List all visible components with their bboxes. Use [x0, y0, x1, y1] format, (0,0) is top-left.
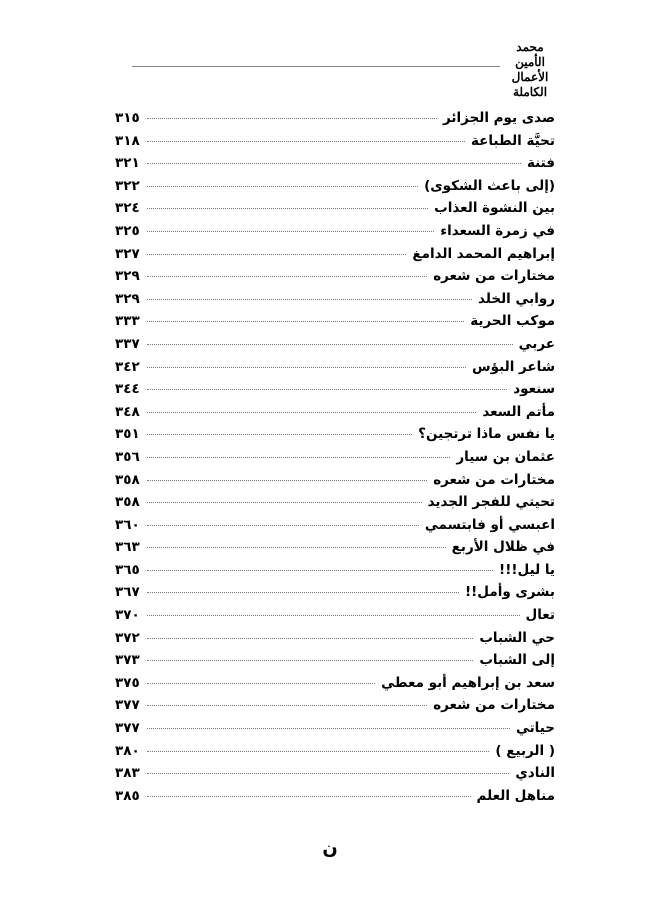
toc-entry — [115, 178, 555, 201]
toc-entry-title: مناهل العلم — [476, 787, 555, 804]
logo-collection-title: الأعمال الكاملة — [511, 70, 549, 99]
toc-entry-title: موكب الحرية — [470, 313, 555, 330]
toc-entry-page: ٣٧٥ — [115, 674, 140, 691]
toc-entry-page: ٣٨٣ — [115, 765, 140, 782]
toc-dot-leader — [147, 615, 520, 616]
toc-dot-leader — [147, 299, 472, 300]
toc-dot-leader — [147, 773, 509, 774]
toc-entry-title: ( الربيع ) — [495, 742, 555, 759]
toc-dot-leader — [147, 344, 513, 345]
toc-entry-page: ٣٧٢ — [115, 629, 140, 646]
toc-entry — [115, 517, 555, 540]
toc-entry-page: ٣٣٣ — [115, 313, 140, 330]
toc-entry-page: ٣١٥ — [115, 110, 140, 126]
toc-entry — [115, 584, 555, 607]
toc-entry-page: ٣٦٧ — [115, 584, 140, 601]
toc-entry-title: تحيَّة الطباعة — [470, 132, 555, 149]
toc-entry-title: يا نفس ماذا ترتجين؟ — [418, 426, 555, 443]
toc-dot-leader — [147, 186, 418, 187]
toc-entry — [115, 133, 555, 156]
toc-entry-page: ٣٧٧ — [115, 720, 140, 737]
toc-entry — [115, 562, 555, 585]
toc-entry — [115, 110, 555, 133]
toc-entry-page: ٣٢٧ — [115, 245, 140, 262]
toc-entry-title: صدى يوم الجزائر — [443, 110, 555, 126]
toc-entry — [115, 404, 555, 427]
toc-entry-title: مختارات من شعره — [433, 471, 555, 488]
toc-entry — [115, 223, 555, 246]
toc-entry-page: ٣٥١ — [115, 426, 140, 443]
toc-dot-leader — [147, 592, 459, 593]
toc-dot-leader — [147, 525, 419, 526]
toc-entry — [115, 472, 555, 495]
toc-entry — [115, 675, 555, 698]
page-number: ن — [322, 838, 338, 859]
toc-entry-title: إبراهيم المحمد الدامغ — [412, 245, 555, 262]
toc-entry-title: عربي — [518, 335, 555, 352]
toc-entry-title: حي الشباب — [479, 629, 555, 646]
toc-dot-leader — [147, 118, 437, 119]
toc-entry-page: ٣٨٥ — [115, 787, 140, 804]
toc-dot-leader — [147, 231, 434, 232]
toc-dot-leader — [147, 480, 427, 481]
logo-author-name: محمد الأمين — [515, 40, 545, 69]
toc-entry — [115, 200, 555, 223]
toc-dot-leader — [147, 751, 489, 752]
toc-entry-page: ٣٥٨ — [115, 471, 140, 488]
toc-entry — [115, 155, 555, 178]
toc-entry-page: ٣٣٧ — [115, 335, 140, 352]
toc-entry-page: ٣٢١ — [115, 155, 140, 172]
toc-entry — [115, 720, 555, 743]
toc-entry-title: مأتم السعد — [482, 403, 555, 420]
toc-entry — [115, 539, 555, 562]
toc-entry-page: ٣٧٠ — [115, 607, 140, 624]
toc-entry-title: النادي — [515, 765, 555, 782]
toc-entry-title: في زمرة السعداء — [440, 222, 555, 239]
toc-entry — [115, 291, 555, 314]
toc-entry-title: بين النشوة العذاب — [434, 200, 555, 217]
toc-entry-page: ٣٢٩ — [115, 268, 140, 285]
toc-entry — [115, 788, 555, 811]
toc-entry — [115, 359, 555, 382]
toc-dot-leader — [147, 163, 521, 164]
toc-dot-leader — [147, 208, 428, 209]
toc-dot-leader — [147, 638, 473, 639]
toc-dot-leader — [147, 367, 466, 368]
toc-entry — [115, 652, 555, 675]
toc-entry — [115, 336, 555, 359]
toc-dot-leader — [147, 502, 422, 503]
toc-dot-leader — [147, 660, 473, 661]
toc-entry — [115, 697, 555, 720]
toc-entry — [115, 765, 555, 788]
toc-entry — [115, 743, 555, 766]
toc-entry-page: ٣٥٨ — [115, 494, 140, 511]
toc-entry-page: ٣٢٩ — [115, 290, 140, 307]
toc-entry-title: يا ليل!!! — [499, 561, 555, 578]
toc-dot-leader — [147, 321, 464, 322]
toc-entry-page: ٣٤٤ — [115, 381, 140, 398]
toc-entry-title: حياتي — [515, 720, 555, 737]
toc-dot-leader — [147, 705, 427, 706]
toc-entry-title: إلى الشباب — [479, 652, 555, 669]
toc-dot-leader — [147, 412, 476, 413]
toc-entry-title: سنعود — [513, 381, 555, 398]
toc-entry-title: بشرى وأمل!! — [464, 584, 555, 601]
toc-entry-page: ٣١٨ — [115, 132, 140, 149]
toc-entry-title: عثمان بن سيار — [456, 448, 555, 465]
toc-entry-page: ٣٧٣ — [115, 652, 140, 669]
toc-entry — [115, 494, 555, 517]
toc-entry-title: تحيتي للفجر الجديد — [427, 494, 555, 511]
toc-entry — [115, 381, 555, 404]
toc-dot-leader — [147, 389, 507, 390]
toc-entry — [115, 449, 555, 472]
toc-entry-title: تعال — [525, 607, 555, 624]
toc-entry-page: ٣٦٥ — [115, 561, 140, 578]
toc-dot-leader — [147, 254, 406, 255]
toc-dot-leader — [147, 796, 471, 797]
toc-entry-page: ٣٤٢ — [115, 358, 140, 375]
toc-entry-page: ٣٤٨ — [115, 403, 140, 420]
toc-entry-page: ٣٥٦ — [115, 448, 140, 465]
toc-entry-page: ٣٦٣ — [115, 539, 140, 556]
toc-entry-page: ٣٦٠ — [115, 516, 140, 533]
toc-entry — [115, 268, 555, 291]
toc-entry — [115, 607, 555, 630]
toc-entry — [115, 246, 555, 269]
toc-dot-leader — [147, 141, 465, 142]
toc-dot-leader — [147, 547, 446, 548]
toc-entry-page: ٣٢٢ — [115, 177, 140, 194]
book-logo — [500, 40, 560, 100]
toc-entry — [115, 426, 555, 449]
toc-entry-title: اعبسي أو فابتسمي — [424, 516, 555, 533]
toc-entry-page: ٣٢٥ — [115, 222, 140, 239]
toc-dot-leader — [147, 570, 493, 571]
toc-entry — [115, 630, 555, 653]
toc-entry-page: ٣٢٤ — [115, 200, 140, 217]
toc-dot-leader — [147, 728, 510, 729]
toc-dot-leader — [147, 434, 412, 435]
toc-entry-title: شاعر البؤس — [472, 358, 555, 375]
toc-entry-title: في ظلال الأربع — [451, 539, 555, 556]
toc-dot-leader — [147, 683, 375, 684]
toc-entry — [115, 313, 555, 336]
toc-entry-page: ٣٨٠ — [115, 742, 140, 759]
toc-entry-title: مختارات من شعره — [433, 697, 555, 714]
toc-entry-title: سعد بن إبراهيم أبو معطي — [381, 674, 555, 691]
table-of-contents — [115, 110, 555, 810]
toc-dot-leader — [147, 276, 427, 277]
toc-entry-title: فتنة — [526, 155, 555, 172]
toc-entry-title: روابي الخلد — [478, 290, 555, 307]
toc-entry-title: مختارات من شعره — [433, 268, 555, 285]
toc-entry-title: (إلى باعث الشكوى) — [424, 177, 555, 194]
toc-entry-page: ٣٧٧ — [115, 697, 140, 714]
toc-dot-leader — [147, 457, 450, 458]
header-divider — [132, 66, 500, 67]
